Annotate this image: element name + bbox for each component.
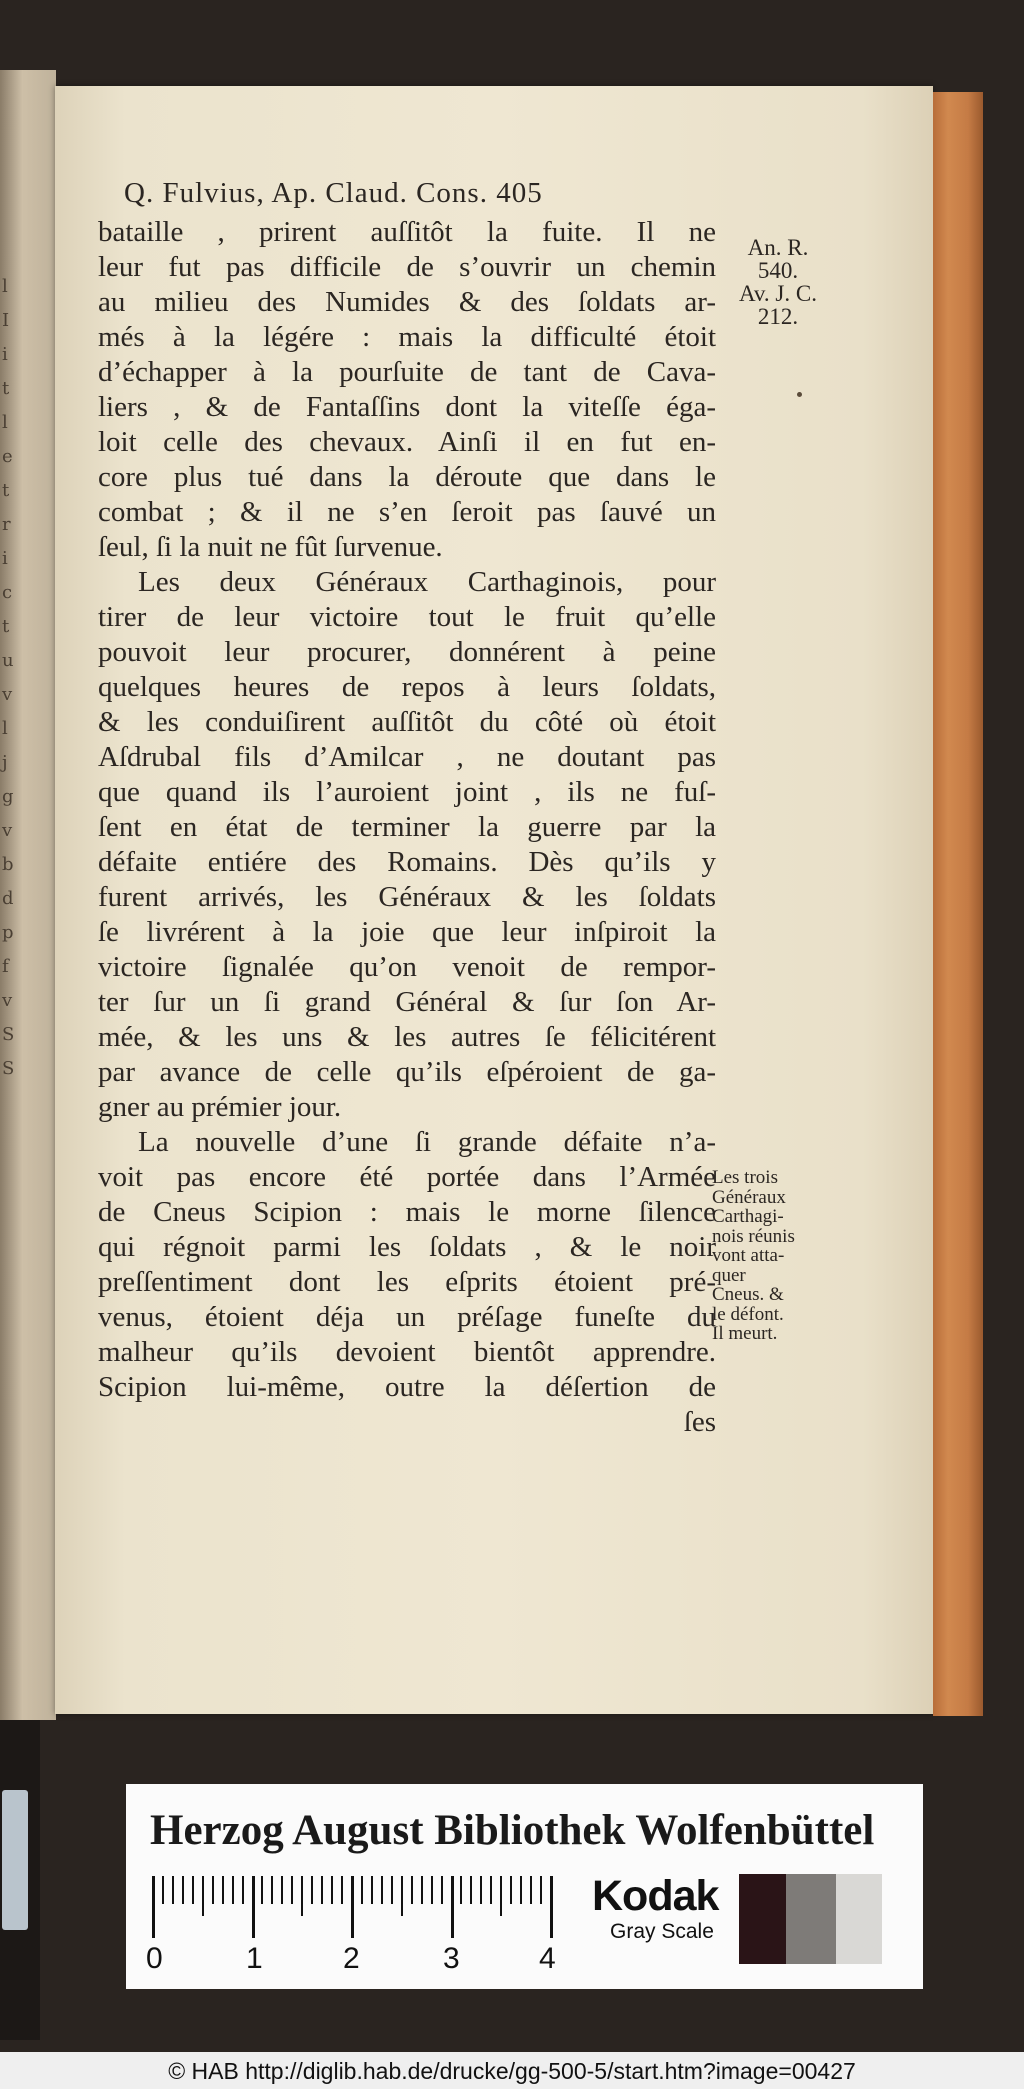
scale-name: Gray Scale <box>610 1920 714 1943</box>
gray-swatch <box>882 1874 912 1964</box>
text-line: tirer de leur victoire tout le fruit qu’elle <box>98 601 716 633</box>
text-line: d’échapper à la pourſuite de tant de Cava- <box>98 356 716 388</box>
date-note-line: Av. J. C. <box>739 281 817 306</box>
text-line: bataille , prirent auſſitôt la fuite. Il ne <box>98 216 716 248</box>
ruler-tick <box>381 1876 383 1904</box>
page-fore-edge <box>933 92 983 1716</box>
ruler-tick <box>321 1876 323 1904</box>
side-note-line: nois réunis <box>712 1225 795 1247</box>
text-line: Aſdrubal fils d’Amilcar , ne doutant pas <box>98 741 716 773</box>
text-line: liers , & de Fantaſſins dont la viteſſe éga- <box>98 391 716 423</box>
ruler-number: 4 <box>539 1942 556 1975</box>
text-line: défaite entiére des Romains. Dès qu’ils y <box>98 846 716 878</box>
gray-swatch <box>739 1874 786 1964</box>
ruler-tick <box>361 1876 363 1904</box>
ruler-tick <box>192 1876 194 1904</box>
ruler-tick <box>301 1876 303 1916</box>
ruler-tick <box>232 1876 234 1904</box>
ruler-tick <box>490 1876 492 1904</box>
gray-swatch <box>836 1874 882 1964</box>
text-line: Les deux Généraux Carthaginois, pour <box>138 566 716 598</box>
scale-ruler <box>150 1876 560 1938</box>
text-line: ſe livrérent à la joie que leur inſpiroit la <box>98 916 716 948</box>
text-line: que quand ils l’auroient joint , ils ne fuſ- <box>98 776 716 808</box>
date-note-line: An. R. <box>747 235 809 260</box>
text-line: au milieu des Numides & des ſoldats ar- <box>98 286 716 318</box>
brand-logo: Kodak <box>592 1872 719 1920</box>
text-line: quelques heures de repos à leurs ſoldats, <box>98 671 716 703</box>
facing-page-fragments: l I i t l e t r i c t u v l j g v b d p f v S S <box>2 276 15 1079</box>
ruler-tick <box>510 1876 512 1904</box>
ruler-tick <box>550 1876 553 1938</box>
date-note-line: 540. <box>757 258 799 283</box>
copyright-link[interactable]: © HAB http://diglib.hab.de/drucke/gg-500-5/start.htm?image=00427 <box>168 2058 856 2084</box>
gray-swatch <box>786 1874 836 1964</box>
text-line: ſent en état de terminer la guerre par la <box>98 811 716 843</box>
ruler-tick <box>470 1876 472 1904</box>
ruler-tick <box>311 1876 313 1904</box>
ruler-tick <box>431 1876 433 1904</box>
text-line: leur fut pas difficile de s’ouvrir un chemin <box>98 251 716 283</box>
text-line: core plus tué dans la déroute que dans le <box>98 461 716 493</box>
text-line: de Cneus Scipion : mais le morne ſilence <box>98 1196 716 1228</box>
text-line: ter ſur un ſi grand Général & ſur ſon Ar- <box>98 986 716 1018</box>
text-line: pouvoit leur procurer, donnérent à peine <box>98 636 716 668</box>
text-line: gner au prémier jour. <box>98 1091 342 1123</box>
ruler-tick <box>252 1876 255 1938</box>
text-line: La nouvelle d’une ſi grande défaite n’a- <box>138 1126 716 1158</box>
binding-label <box>2 1790 28 1930</box>
running-head: Q. Fulvius, Ap. Claud. Cons. 405 <box>124 177 543 209</box>
ruler-tick <box>480 1876 482 1904</box>
ruler-tick <box>261 1876 263 1904</box>
ruler-tick <box>460 1876 462 1904</box>
ruler-tick <box>341 1876 343 1904</box>
ruler-tick <box>520 1876 522 1904</box>
text-line: malheur qu’ils devoient bientôt apprendre. <box>98 1336 716 1368</box>
text-line: preſſentiment dont les eſprits étoient pré- <box>98 1266 716 1298</box>
ruler-number: 3 <box>443 1942 460 1975</box>
ruler-tick <box>411 1876 413 1904</box>
side-note-line: Cneus. & <box>712 1284 784 1305</box>
catchword: ſes <box>683 1406 716 1438</box>
text-line: furent arrivés, les Généraux & les ſoldats <box>98 881 716 913</box>
ruler-tick <box>451 1876 454 1938</box>
text-line: Scipion lui-même, outre la déſertion de <box>98 1371 716 1403</box>
ruler-tick <box>271 1876 273 1904</box>
ruler-tick <box>162 1876 164 1904</box>
ruler-tick <box>540 1876 542 1904</box>
text-line: loit celle des chevaux. Ainſi il en fut en- <box>98 426 716 458</box>
side-margin-note <box>712 1168 844 1344</box>
side-note-line: Les trois <box>712 1167 778 1188</box>
library-name: Herzog August Bibliothek Wolfenbüttel <box>150 1807 875 1854</box>
date-note-line: 212. <box>757 304 799 329</box>
ruler-tick <box>371 1876 373 1904</box>
ruler-tick <box>331 1876 333 1904</box>
text-line: ſeul, ſi la nuit ne fût ſurvenue. <box>98 531 443 563</box>
text-line: & les conduiſirent auſſitôt du côté où étoit <box>98 706 716 738</box>
ruler-tick <box>291 1876 293 1904</box>
side-note-line: Carthagi- <box>712 1206 784 1227</box>
ruler-tick <box>152 1876 155 1938</box>
ruler-tick <box>530 1876 532 1904</box>
ruler-tick <box>401 1876 403 1916</box>
text-line: venus, étoient déja un préſage funeſte du <box>98 1301 716 1333</box>
side-note-line: Généraux <box>712 1186 786 1208</box>
body-text <box>98 215 716 1440</box>
date-margin-note <box>718 236 838 328</box>
ruler-number: 0 <box>146 1942 163 1975</box>
ruler-number: 2 <box>343 1942 360 1975</box>
side-note-line: quer <box>712 1264 746 1286</box>
text-line: voit pas encore été portée dans l’Armée <box>98 1161 716 1193</box>
ruler-tick <box>391 1876 393 1904</box>
side-note-line: le défont. <box>712 1303 784 1325</box>
side-note-line: Il meurt. <box>712 1323 778 1344</box>
ruler-number: 1 <box>246 1942 263 1975</box>
ruler-tick <box>202 1876 204 1916</box>
text-line: mée, & les uns & les autres ſe félicitérent <box>98 1021 716 1053</box>
text-line: combat ; & il ne s’en ſeroit pas ſauvé un <box>98 496 716 528</box>
ruler-tick <box>222 1876 224 1904</box>
ruler-tick <box>212 1876 214 1904</box>
text-line: par avance de celle qu’ils eſpéroient de ga- <box>98 1056 716 1088</box>
text-line: qui régnoit parmi les ſoldats , & le noir <box>98 1231 716 1263</box>
ruler-tick <box>281 1876 283 1904</box>
ruler-tick <box>172 1876 174 1904</box>
side-note-line: vont atta- <box>712 1245 785 1266</box>
text-line: més à la légére : mais la difficulté étoit <box>98 321 716 353</box>
ruler-tick <box>351 1876 354 1938</box>
ruler-tick <box>242 1876 244 1904</box>
ruler-tick <box>500 1876 502 1916</box>
ruler-tick <box>182 1876 184 1904</box>
text-line: victoire ſignalée qu’on venoit de rempor- <box>98 951 716 983</box>
ruler-tick <box>441 1876 443 1904</box>
ruler-tick <box>421 1876 423 1904</box>
ink-speck <box>797 392 802 397</box>
facing-page-edge <box>0 70 56 1720</box>
